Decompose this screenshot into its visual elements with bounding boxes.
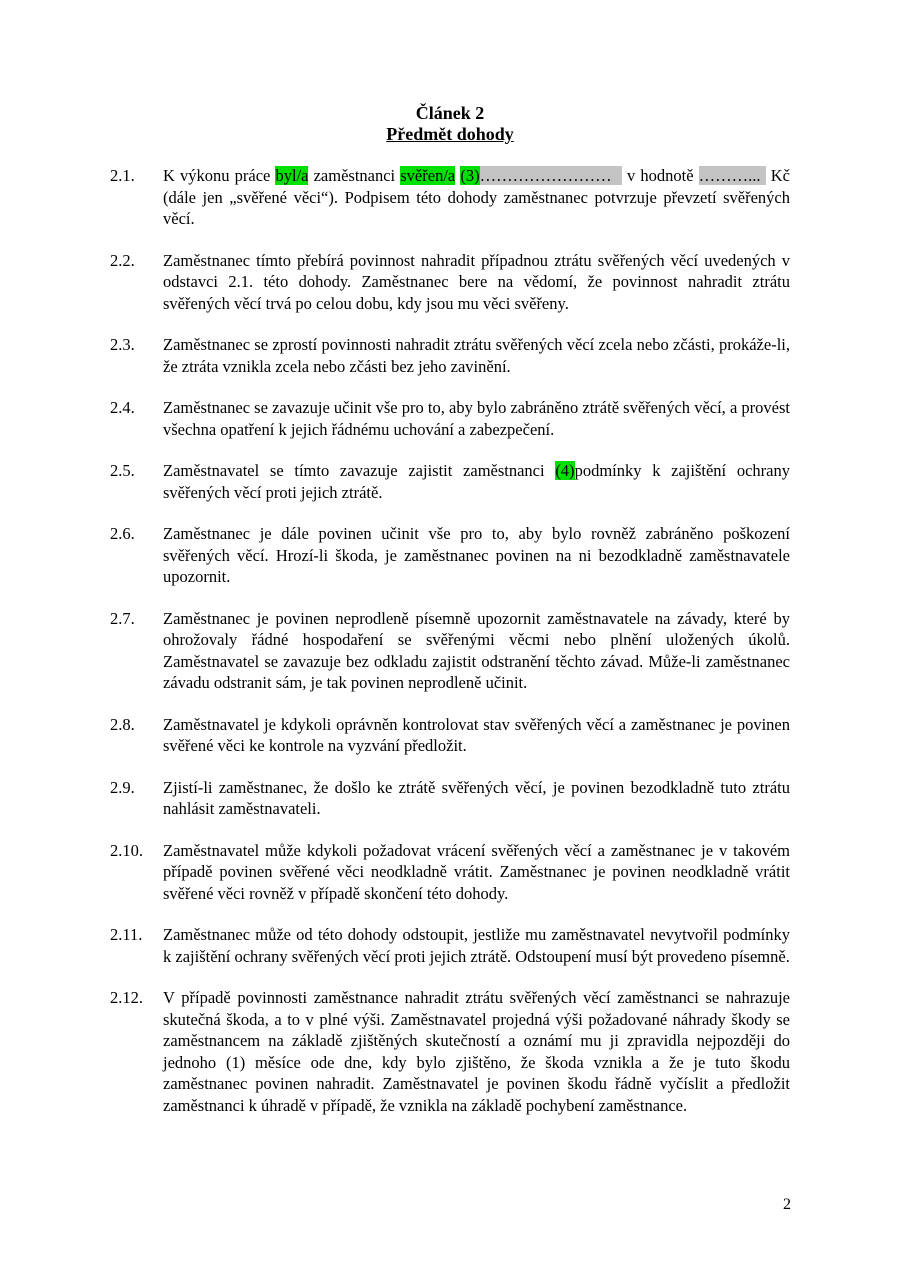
text-run: K výkonu práce (163, 166, 276, 185)
paragraph-2-4 (110, 397, 790, 440)
paragraph-2-10 (110, 840, 790, 905)
paragraph-2-9 (110, 777, 790, 820)
text-run: Zaměstnavatel může kdykoli požadovat vrácení svěřených věcí a zaměstnanec je v takovém případě povinen svěřené věci neodkladně vrátit. Zaměstnanec je povinen neodkladně vrátit svěřené věci rovněž v případě skončení této dohody. (163, 840, 790, 903)
paragraph-2-1 (110, 165, 790, 230)
article-subtitle: Předmět dohody (386, 124, 514, 144)
paragraph-text (163, 777, 790, 820)
text-run: Zaměstnavatel je kdykoli oprávněn kontrolovat stav svěřených věcí a zaměstnanec je povinen svěřené věci ke kontrole na vyzvání předložit. (163, 714, 790, 755)
paragraph-number: 2.8. (110, 714, 135, 734)
paragraph-2-6 (110, 523, 790, 588)
text-run: Zjistí-li zaměstnanec, že došlo ke ztrátě svěřených věcí, je povinen bezodkladně tuto ztrátu nahlásit zaměstnavateli. (163, 777, 790, 818)
green-highlight: svěřen/a (400, 166, 456, 185)
text-run: Zaměstnanec se zavazuje učinit vše pro to, aby bylo zabráněno ztrátě svěřených věcí, a provést všechna opatření k jejich řádnému uchování a zabezpečení. (163, 398, 790, 439)
paragraph-number: 2.3. (110, 335, 135, 354)
paragraph-2-2 (110, 250, 790, 315)
paragraph-number: 2.10. (110, 840, 143, 860)
text-run: Zaměstnanec může od této dohody odstoupit, jestliže mu zaměstnavatel nevytvořil podmínky k zajištění ochrany svěřených věcí proti jejich ztrátě. Odstoupení musí být provedeno písemně. (163, 925, 790, 966)
text-run: zaměstnanci (308, 166, 401, 185)
text-run: Zaměstnanec je povinen neprodleně písemně upozornit zaměstnavatele na závady, které by ohrožovaly řádné hospodaření se svěřenými věcmi nebo plnění uložených úkolů. Zaměstnavatel se zavazuje bez odkladu zajistit odstranění těchto závad. Může-li zaměstnanec závadu odstranit sám, je tak povinen neprodleně učinit. (163, 608, 790, 692)
paragraph-number: 2.4. (110, 398, 135, 417)
paragraph-number: 2.1. (110, 166, 135, 185)
text-run: Zaměstnanec tímto přebírá povinnost nahradit případnou ztrátu svěřených věcí uvedených v odstavci 2.1. této dohody. Zaměstnanec bere na vědomí, že povinnost nahradit ztrátu svěřených věcí trvá po celou dobu, kdy jsou mu věci svěřeny. (163, 250, 790, 313)
paragraph-number: 2.11. (110, 925, 143, 944)
paragraph-text (163, 714, 790, 757)
page-number: 2 (783, 1196, 791, 1213)
paragraph-2-12 (110, 987, 790, 1116)
paragraph-text (163, 523, 790, 588)
paragraph-text (163, 460, 790, 503)
green-highlight: (3) (460, 166, 480, 185)
paragraph-number: 2.2. (110, 250, 135, 270)
paragraph-text (163, 397, 790, 440)
green-highlight: byl/a (275, 166, 309, 185)
paragraph-number: 2.7. (110, 608, 135, 628)
text-run: v hodnotě (621, 166, 699, 185)
paragraph-text (163, 840, 790, 905)
text-run: Zaměstnavatel se tímto zavazuje zajistit zaměstnanci (163, 461, 556, 480)
paragraph-2-3 (110, 334, 790, 377)
green-highlight: (4) (555, 461, 575, 480)
gray-highlight-placeholder: …………………… (479, 166, 622, 185)
paragraph-2-8 (110, 714, 790, 757)
paragraph-number: 2.9. (110, 777, 135, 797)
paragraph-text (163, 165, 790, 230)
document-header (0, 0, 900, 145)
paragraph-number: 2.6. (110, 524, 135, 543)
paragraph-list (110, 165, 790, 1116)
paragraph-text (163, 608, 790, 694)
paragraph-number: 2.12. (110, 988, 143, 1007)
paragraph-text (163, 334, 790, 377)
paragraph-text (163, 250, 790, 315)
paragraph-2-11 (110, 924, 790, 967)
text-run: Zaměstnanec se zprostí povinnosti nahradit ztrátu svěřených věcí zcela nebo zčásti, prokáže-li, že ztráta vznikla zcela nebo zčásti bez jeho zavinění. (163, 335, 790, 376)
paragraph-number: 2.5. (110, 461, 135, 480)
text-run: podmínky k zajištění ochrany svěřených věcí proti jejich ztrátě. (163, 461, 790, 502)
paragraph-2-7 (110, 608, 790, 694)
paragraph-text (163, 987, 790, 1116)
text-run: V případě povinnosti zaměstnance nahradit ztrátu svěřených věcí zaměstnanci se nahrazuje skutečná škoda, a to v plné výši. Zaměstnavatel projedná výši požadované náhrady škody se zaměstnancem na základě zjištěných skutečností a oznámí mu ji zpravidla nejpozději do jednoho (1) měsíce ode dne, kdy bylo zjištěno, že škoda vznikla a že je tuto škodu zaměstnanec povinen nahradit. Zaměstnavatel je povinen škodu řádně vyčíslit a předložit zaměstnanci k úhradě v případě, že vznikla na základě pochybení zaměstnance. (163, 988, 790, 1115)
gray-highlight-placeholder: ………... (698, 166, 766, 185)
article-title: Článek 2 (415, 103, 485, 123)
text-run: Kč (dále jen „svěřené věci“). Podpisem této dohody zaměstnanec potvrzuje převzetí svěřených věcí. (163, 166, 790, 228)
paragraph-2-5 (110, 460, 790, 503)
text-run: Zaměstnanec je dále povinen učinit vše pro to, aby bylo rovněž zabráněno poškození svěřených věcí. Hrozí-li škoda, je zaměstnanec povinen na ni bezodkladně zaměstnavatele upozornit. (163, 524, 790, 586)
paragraph-text (163, 924, 790, 967)
